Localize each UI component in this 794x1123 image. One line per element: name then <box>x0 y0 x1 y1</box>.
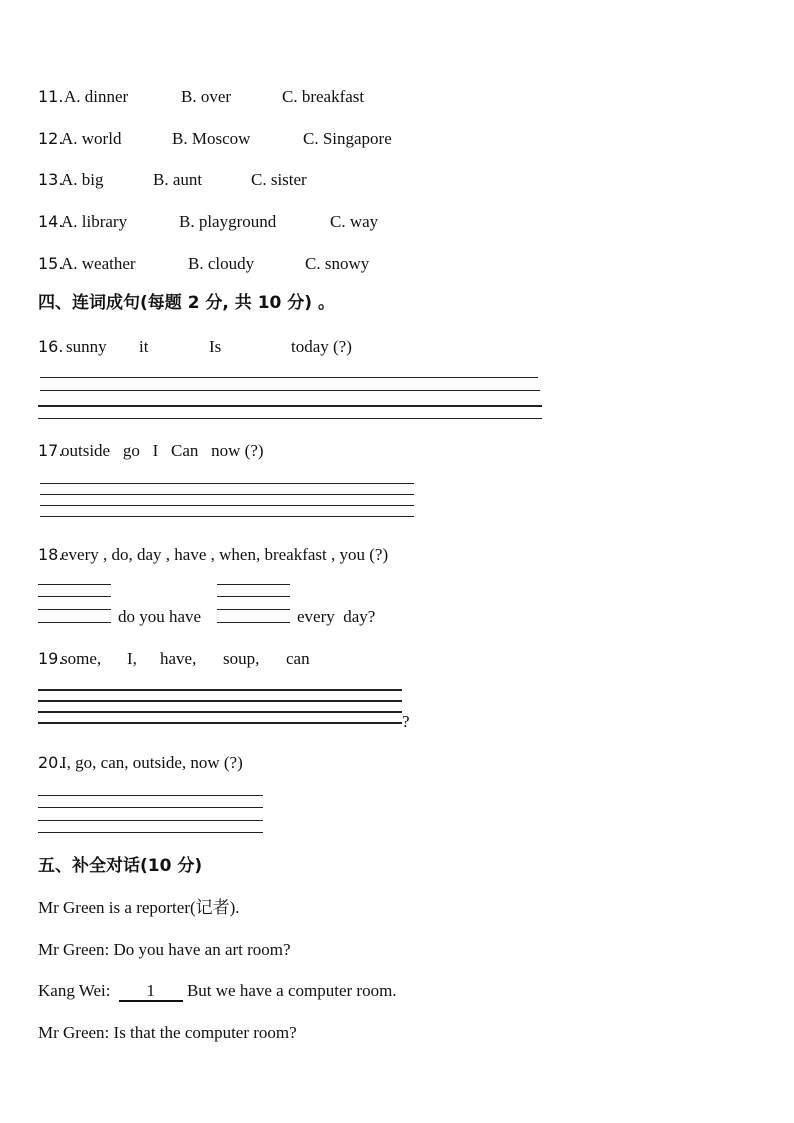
option-a: A. weather <box>61 254 136 273</box>
question-words: outside go I Can now (?) <box>61 441 264 460</box>
section-4-heading: 四、连词成句(每题 2 分, 共 10 分) 。 <box>38 293 335 313</box>
question-number: 17. <box>38 441 64 460</box>
option-c: C. Singapore <box>303 129 392 148</box>
word: soup, <box>223 649 260 668</box>
answer-line <box>38 596 111 597</box>
question-mark: ? <box>402 712 410 731</box>
dialog-line <box>38 981 397 1002</box>
word: I, <box>127 649 137 668</box>
question-number: 19. <box>38 649 64 668</box>
answer-line <box>38 622 111 623</box>
option-b: B. aunt <box>153 170 203 189</box>
answer-line <box>38 722 402 724</box>
word: Is <box>209 337 222 356</box>
section-5-heading: 五、补全对话(10 分) <box>38 856 203 876</box>
answer-line <box>40 390 540 391</box>
word: can <box>286 649 310 668</box>
question-number: 16. <box>38 337 64 356</box>
option-c: C. breakfast <box>282 87 365 106</box>
option-a: A. dinner <box>64 87 129 106</box>
option-a: A. big <box>61 170 104 189</box>
word: it <box>139 337 149 356</box>
answer-line <box>217 584 290 585</box>
answer-line <box>38 405 542 407</box>
answer-line <box>38 418 542 419</box>
word: sunny <box>66 337 107 356</box>
answer-blank[interactable] <box>119 982 183 1002</box>
dialog-text: But we have a computer room. <box>186 981 397 1000</box>
dialog-line: Mr Green: Is that the computer room? <box>38 1023 297 1042</box>
option-b: B. Moscow <box>172 129 251 148</box>
question-number: 20. <box>38 753 64 772</box>
question-words: every , do, day , have , when, breakfast , you (?) <box>61 545 389 564</box>
option-a: A. world <box>61 129 122 148</box>
blank-number: 1 <box>146 981 155 1000</box>
fixed-phrase: do you have <box>118 607 202 626</box>
word: have, <box>160 649 197 668</box>
answer-line <box>40 377 538 378</box>
answer-line <box>217 622 290 623</box>
answer-line <box>40 483 414 484</box>
answer-line <box>40 494 414 495</box>
answer-line <box>217 609 290 610</box>
answer-line <box>38 711 402 713</box>
option-b: B. cloudy <box>188 254 255 273</box>
question-number: 15. <box>38 254 64 273</box>
answer-line <box>38 807 263 808</box>
question-words: I, go, can, outside, now (?) <box>61 753 243 772</box>
option-c: C. sister <box>251 170 307 189</box>
question-number: 18. <box>38 545 64 564</box>
answer-line <box>38 609 111 610</box>
fixed-phrase: every day? <box>297 607 376 626</box>
answer-line <box>38 689 402 691</box>
option-b: B. over <box>181 87 232 106</box>
word: some, <box>61 649 102 668</box>
option-c: C. snowy <box>305 254 370 273</box>
word: today (?) <box>291 337 352 356</box>
answer-line <box>38 832 263 833</box>
question-number: 12. <box>38 129 64 148</box>
dialog-line: Mr Green: Do you have an art room? <box>38 940 291 959</box>
answer-line <box>38 795 263 796</box>
answer-line <box>38 700 402 702</box>
option-c: C. way <box>330 212 379 231</box>
dialog-intro: Mr Green is a reporter(记者). <box>38 898 240 917</box>
question-number: 11. <box>38 87 64 106</box>
question-number: 13. <box>38 170 64 189</box>
question-number: 14. <box>38 212 64 231</box>
answer-line <box>40 505 414 506</box>
answer-line <box>40 516 414 517</box>
answer-line <box>38 820 263 821</box>
speaker: Kang Wei: <box>38 981 111 1000</box>
option-b: B. playground <box>179 212 277 231</box>
answer-line <box>217 596 290 597</box>
answer-line <box>38 584 111 585</box>
option-a: A. library <box>61 212 128 231</box>
